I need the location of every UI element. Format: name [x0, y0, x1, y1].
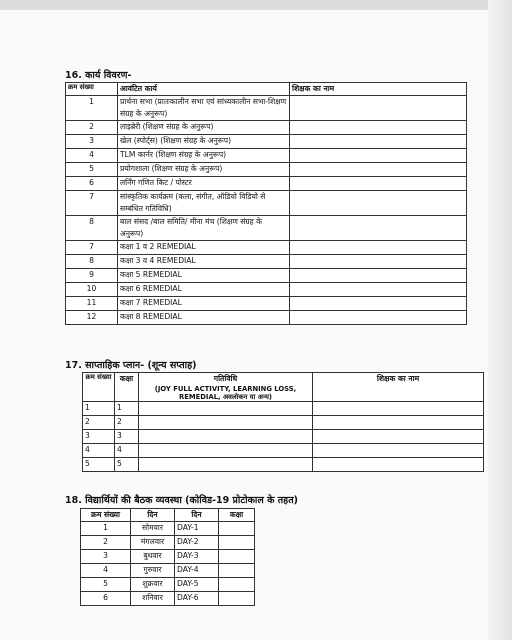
day-hindi-cell: शनिवार	[131, 592, 175, 606]
table-row	[81, 536, 255, 550]
col-day-english: दिन	[175, 509, 219, 522]
day-hindi-cell: मंगलवार	[131, 536, 175, 550]
seating-table	[80, 508, 255, 606]
class-cell: 5	[115, 458, 139, 472]
day-english-cell: DAY-6	[175, 592, 219, 606]
serial-cell: 5	[66, 163, 118, 177]
table-row	[81, 578, 255, 592]
task-cell: खेल (स्पोर्ट्स) (शिक्षण संग्रह के अनुरूप)	[118, 135, 290, 149]
task-cell: प्रयोगशाला (शिक्षण संग्रह के अनुरूप)	[118, 163, 290, 177]
serial-cell: 1	[81, 522, 131, 536]
day-english-cell: DAY-2	[175, 536, 219, 550]
activity-cell	[139, 444, 313, 458]
teacher-cell	[290, 241, 467, 255]
activity-subheading: (JOY FULL ACTIVITY, LEARNING LOSS, REMEDIAL, अवलोकन या अन्य)	[154, 385, 297, 401]
page-edge	[488, 0, 512, 640]
table-row	[66, 241, 467, 255]
teacher-cell	[290, 121, 467, 135]
serial-cell: 3	[83, 430, 115, 444]
table-row	[83, 444, 484, 458]
day-hindi-cell: सोमवार	[131, 522, 175, 536]
task-cell: लाइब्रेरी (शिक्षण संग्रह के अनुरूप)	[118, 121, 290, 135]
serial-cell: 11	[66, 297, 118, 311]
table-row	[81, 592, 255, 606]
teacher-cell	[290, 311, 467, 325]
serial-cell: 2	[83, 416, 115, 430]
table-row	[66, 177, 467, 191]
teacher-cell	[313, 430, 484, 444]
table-row	[83, 402, 484, 416]
task-cell: बाल संसद /बाल समिति/ मीना मंच (शिक्षण संग्रह के अनुरूप)	[118, 216, 290, 241]
teacher-cell	[290, 216, 467, 241]
serial-cell: 6	[66, 177, 118, 191]
serial-cell: 8	[66, 216, 118, 241]
teacher-cell	[290, 149, 467, 163]
task-cell: कक्षा 7 REMEDIAL	[118, 297, 290, 311]
table-header-row	[81, 509, 255, 522]
activity-cell	[139, 430, 313, 444]
col-serial: क्रम संख्या	[83, 373, 115, 402]
serial-cell: 1	[66, 96, 118, 121]
serial-cell: 4	[66, 149, 118, 163]
serial-cell: 10	[66, 283, 118, 297]
table-row	[66, 163, 467, 177]
day-hindi-cell: गुरुवार	[131, 564, 175, 578]
class-cell	[219, 550, 255, 564]
task-cell: कक्षा 6 REMEDIAL	[118, 283, 290, 297]
teacher-cell	[290, 135, 467, 149]
table-row	[66, 283, 467, 297]
serial-cell: 4	[81, 564, 131, 578]
task-cell: TLM कार्नर (शिक्षण संग्रह के अनुरूप)	[118, 149, 290, 163]
activity-cell	[139, 458, 313, 472]
teacher-cell	[290, 96, 467, 121]
class-cell: 4	[115, 444, 139, 458]
table-row	[66, 311, 467, 325]
serial-cell: 3	[66, 135, 118, 149]
col-activity	[139, 373, 313, 402]
class-cell: 3	[115, 430, 139, 444]
table-row	[83, 416, 484, 430]
table-row	[81, 550, 255, 564]
teacher-cell	[290, 269, 467, 283]
table-row	[83, 458, 484, 472]
class-cell	[219, 536, 255, 550]
serial-cell: 8	[66, 255, 118, 269]
task-cell: कक्षा 1 व 2 REMEDIAL	[118, 241, 290, 255]
col-teacher: शिक्षक का नाम	[290, 83, 467, 96]
table-header-row	[66, 83, 467, 96]
col-teacher: शिक्षक का नाम	[313, 373, 484, 402]
table-header-row	[83, 373, 484, 402]
table-row	[66, 96, 467, 121]
serial-cell: 5	[81, 578, 131, 592]
teacher-cell	[290, 255, 467, 269]
class-cell	[219, 564, 255, 578]
serial-cell: 1	[83, 402, 115, 416]
teacher-cell	[290, 283, 467, 297]
teacher-cell	[290, 191, 467, 216]
serial-cell: 5	[83, 458, 115, 472]
table-row	[66, 216, 467, 241]
task-cell: कक्षा 5 REMEDIAL	[118, 269, 290, 283]
serial-cell: 6	[81, 592, 131, 606]
table-row	[66, 121, 467, 135]
table-row	[66, 149, 467, 163]
top-shadow	[0, 0, 512, 10]
class-cell	[219, 578, 255, 592]
serial-cell: 12	[66, 311, 118, 325]
col-serial: क्रम संख्या	[66, 83, 118, 96]
col-class: कक्षा	[219, 509, 255, 522]
teacher-cell	[313, 416, 484, 430]
col-task: आवंटित कार्य	[118, 83, 290, 96]
table-row	[83, 430, 484, 444]
serial-cell: 4	[83, 444, 115, 458]
col-serial: क्रम संख्या	[81, 509, 131, 522]
section-18-title: 18. विद्यार्थियों की बैठक व्यवस्था (कोविड-19 प्रोटोकाल के तहत)	[65, 495, 298, 506]
serial-cell: 7	[66, 241, 118, 255]
serial-cell: 7	[66, 191, 118, 216]
serial-cell: 2	[81, 536, 131, 550]
teacher-cell	[290, 177, 467, 191]
col-day-hindi: दिन	[131, 509, 175, 522]
day-hindi-cell: शुक्रवार	[131, 578, 175, 592]
task-cell: सांस्कृतिक कार्यक्रम (कला, संगीत, ऑडियो विडियो से सम्बंधित गतिविधि)	[118, 191, 290, 216]
weekly-plan-table	[82, 372, 484, 472]
teacher-cell	[313, 458, 484, 472]
table-row	[81, 564, 255, 578]
day-english-cell: DAY-4	[175, 564, 219, 578]
serial-cell: 2	[66, 121, 118, 135]
table-row	[66, 269, 467, 283]
section-16-title: 16. कार्य विवरण-	[65, 70, 132, 81]
task-allocation-table	[65, 82, 467, 325]
task-cell: लर्निंग गणित किट / पोस्टर	[118, 177, 290, 191]
table-row	[66, 135, 467, 149]
class-cell	[219, 522, 255, 536]
activity-heading: गतिविधि	[213, 374, 238, 383]
day-english-cell: DAY-1	[175, 522, 219, 536]
day-hindi-cell: बुधवार	[131, 550, 175, 564]
class-cell: 2	[115, 416, 139, 430]
table-row	[66, 191, 467, 216]
serial-cell: 3	[81, 550, 131, 564]
class-cell: 1	[115, 402, 139, 416]
serial-cell: 9	[66, 269, 118, 283]
section-17-title: 17. साप्ताहिक प्लान- (शून्य सप्ताह)	[65, 360, 197, 371]
day-english-cell: DAY-5	[175, 578, 219, 592]
table-row	[66, 297, 467, 311]
class-cell	[219, 592, 255, 606]
task-cell: कक्षा 8 REMEDIAL	[118, 311, 290, 325]
table-row	[81, 522, 255, 536]
table-row	[66, 255, 467, 269]
day-english-cell: DAY-3	[175, 550, 219, 564]
activity-cell	[139, 416, 313, 430]
teacher-cell	[290, 297, 467, 311]
teacher-cell	[290, 163, 467, 177]
task-cell: कक्षा 3 व 4 REMEDIAL	[118, 255, 290, 269]
teacher-cell	[313, 444, 484, 458]
col-class: कक्षा	[115, 373, 139, 402]
activity-cell	[139, 402, 313, 416]
task-cell: प्रार्थना सभा (प्रातःकालीन सभा एवं सांध्यकालीन सभा-शिक्षण संग्रह के अनुरूप)	[118, 96, 290, 121]
teacher-cell	[313, 402, 484, 416]
